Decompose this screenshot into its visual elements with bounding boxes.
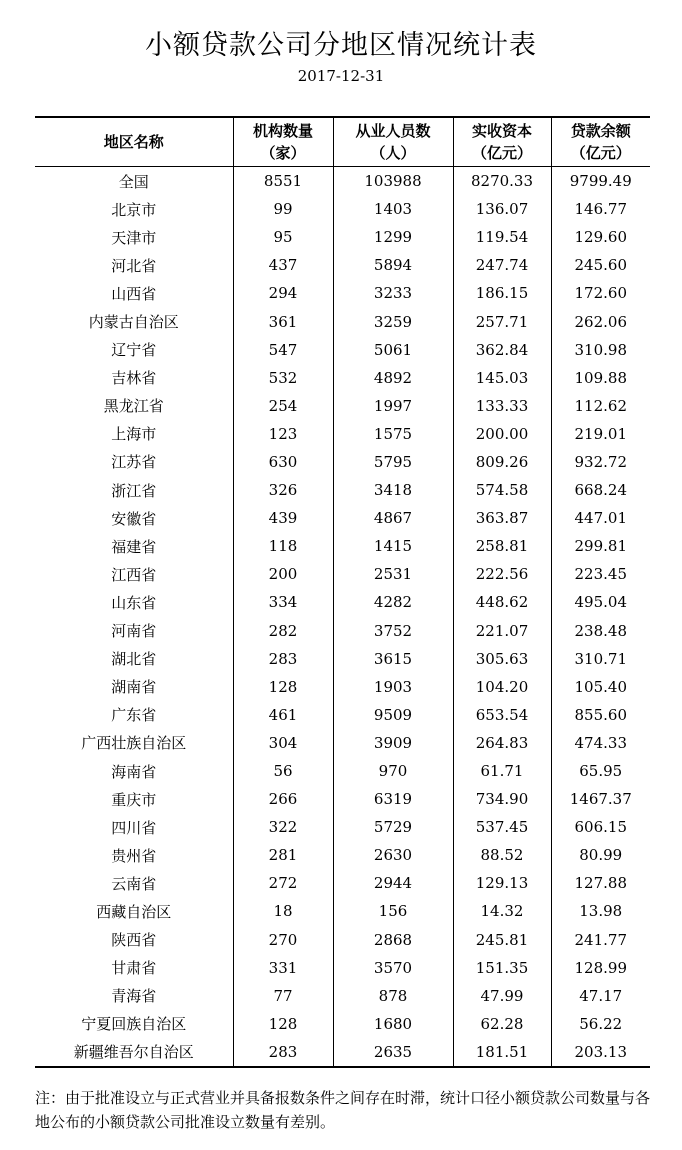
table-row — [35, 504, 650, 532]
capital-cell: 88.52 — [453, 841, 551, 869]
employees-cell: 4867 — [333, 504, 453, 532]
institutions-cell: 326 — [233, 476, 333, 504]
table-row — [35, 617, 650, 645]
institutions-cell: 266 — [233, 785, 333, 813]
employees-cell: 3259 — [333, 307, 453, 335]
employees-cell: 3752 — [333, 617, 453, 645]
capital-cell: 14.32 — [453, 897, 551, 925]
table-row — [35, 195, 650, 223]
region-cell: 重庆市 — [111, 790, 157, 809]
capital-cell: 653.54 — [453, 701, 551, 729]
table-row — [35, 813, 650, 841]
region-cell: 山西省 — [111, 284, 157, 303]
institutions-cell: 123 — [233, 420, 333, 448]
capital-cell: 537.45 — [453, 813, 551, 841]
employees-cell: 1575 — [333, 420, 453, 448]
loans-cell: 310.71 — [551, 645, 650, 673]
region-cell: 陕西省 — [111, 931, 157, 950]
institutions-cell: 99 — [233, 195, 333, 223]
institutions-cell: 270 — [233, 926, 333, 954]
region-cell: 内蒙古自治区 — [88, 313, 179, 332]
institutions-cell: 56 — [233, 757, 333, 785]
loans-cell: 241.77 — [551, 926, 650, 954]
region-cell: 河北省 — [111, 256, 157, 275]
employees-cell: 3615 — [333, 645, 453, 673]
institutions-cell: 95 — [233, 223, 333, 251]
loans-cell: 172.60 — [551, 279, 650, 307]
table-row — [35, 897, 650, 925]
region-cell: 甘肃省 — [111, 959, 157, 978]
region-cell: 全国 — [118, 172, 149, 191]
capital-cell: 264.83 — [453, 729, 551, 757]
header-employees: 从业人员数 （人） — [333, 117, 453, 167]
institutions-cell: 461 — [233, 701, 333, 729]
region-cell: 河南省 — [111, 622, 157, 641]
region-cell: 福建省 — [111, 537, 157, 556]
employees-cell: 1997 — [333, 392, 453, 420]
region-cell: 北京市 — [111, 200, 157, 219]
institutions-cell: 281 — [233, 841, 333, 869]
region-cell: 吉林省 — [111, 369, 157, 388]
employees-cell: 156 — [333, 897, 453, 925]
capital-cell: 119.54 — [453, 223, 551, 251]
region-cell: 天津市 — [111, 228, 157, 247]
institutions-cell: 322 — [233, 813, 333, 841]
employees-cell: 3233 — [333, 279, 453, 307]
table-row — [35, 982, 650, 1010]
loans-cell: 495.04 — [551, 588, 650, 616]
employees-cell: 4282 — [333, 588, 453, 616]
loans-cell: 112.62 — [551, 392, 650, 420]
table-body — [35, 167, 650, 1068]
loans-cell: 606.15 — [551, 813, 650, 841]
loans-cell: 855.60 — [551, 701, 650, 729]
capital-cell: 133.33 — [453, 392, 551, 420]
employees-cell: 2868 — [333, 926, 453, 954]
capital-cell: 61.71 — [453, 757, 551, 785]
institutions-cell: 331 — [233, 954, 333, 982]
institutions-cell: 254 — [233, 392, 333, 420]
region-cell: 青海省 — [111, 987, 157, 1006]
region-cell: 辽宁省 — [111, 341, 157, 360]
table-row — [35, 476, 650, 504]
table-row — [35, 701, 650, 729]
employees-cell: 2531 — [333, 560, 453, 588]
employees-cell: 2944 — [333, 869, 453, 897]
capital-cell: 809.26 — [453, 448, 551, 476]
capital-cell: 62.28 — [453, 1010, 551, 1038]
header-institutions: 机构数量 （家） — [233, 117, 333, 167]
institutions-cell: 532 — [233, 364, 333, 392]
region-cell: 上海市 — [111, 425, 157, 444]
employees-cell: 878 — [333, 982, 453, 1010]
capital-cell: 8270.33 — [453, 167, 551, 196]
loans-cell: 299.81 — [551, 532, 650, 560]
employees-cell: 2635 — [333, 1038, 453, 1067]
table-row — [35, 364, 650, 392]
table-header-row — [35, 117, 650, 167]
table-row — [35, 307, 650, 335]
institutions-cell: 547 — [233, 336, 333, 364]
institutions-cell: 8551 — [233, 167, 333, 196]
table-row — [35, 420, 650, 448]
table-row — [35, 785, 650, 813]
table-row — [35, 729, 650, 757]
capital-cell: 136.07 — [453, 195, 551, 223]
table-row — [35, 926, 650, 954]
employees-cell: 5894 — [333, 251, 453, 279]
table-row — [35, 841, 650, 869]
employees-cell: 5795 — [333, 448, 453, 476]
employees-cell: 5729 — [333, 813, 453, 841]
table-row — [35, 954, 650, 982]
employees-cell: 3909 — [333, 729, 453, 757]
institutions-cell: 128 — [233, 1010, 333, 1038]
institutions-cell: 361 — [233, 307, 333, 335]
capital-cell: 362.84 — [453, 336, 551, 364]
footnote: 注：由于批准设立与正式营业并具备报数条件之间存在时滞，统计口径小额贷款公司数量与各地公布的小额贷款公司批准设立数量有差别。 — [35, 1089, 651, 1131]
table-row — [35, 167, 650, 196]
capital-cell: 151.35 — [453, 954, 551, 982]
capital-cell: 448.62 — [453, 588, 551, 616]
header-loans: 贷款余额 （亿元） — [551, 117, 650, 167]
institutions-cell: 437 — [233, 251, 333, 279]
region-cell: 江西省 — [111, 565, 157, 584]
loans-cell: 238.48 — [551, 617, 650, 645]
region-cell: 浙江省 — [111, 481, 157, 500]
capital-cell: 734.90 — [453, 785, 551, 813]
employees-cell: 1680 — [333, 1010, 453, 1038]
capital-cell: 200.00 — [453, 420, 551, 448]
institutions-cell: 128 — [233, 673, 333, 701]
institutions-cell: 282 — [233, 617, 333, 645]
capital-cell: 245.81 — [453, 926, 551, 954]
region-cell: 新疆维吾尔自治区 — [35, 1038, 233, 1067]
loans-cell: 105.40 — [551, 673, 650, 701]
loans-cell: 310.98 — [551, 336, 650, 364]
capital-cell: 145.03 — [453, 364, 551, 392]
capital-cell: 129.13 — [453, 869, 551, 897]
institutions-cell: 118 — [233, 532, 333, 560]
capital-cell: 247.74 — [453, 251, 551, 279]
region-cell: 西藏自治区 — [96, 902, 172, 921]
employees-cell: 6319 — [333, 785, 453, 813]
institutions-cell: 304 — [233, 729, 333, 757]
loans-cell: 219.01 — [551, 420, 650, 448]
loans-cell: 9799.49 — [551, 167, 650, 196]
institutions-cell: 439 — [233, 504, 333, 532]
loans-cell: 127.88 — [551, 869, 650, 897]
institutions-cell: 272 — [233, 869, 333, 897]
capital-cell: 257.71 — [453, 307, 551, 335]
employees-cell: 1415 — [333, 532, 453, 560]
table-row — [35, 673, 650, 701]
employees-cell: 1299 — [333, 223, 453, 251]
table-row — [35, 279, 650, 307]
institutions-cell: 283 — [233, 1038, 333, 1067]
region-cell: 广西壮族自治区 — [81, 734, 187, 753]
table-row — [35, 869, 650, 897]
loans-cell: 80.99 — [551, 841, 650, 869]
capital-cell: 222.56 — [453, 560, 551, 588]
loans-cell: 223.45 — [551, 560, 650, 588]
loans-cell: 146.77 — [551, 195, 650, 223]
table-row — [35, 251, 650, 279]
region-cell: 山东省 — [111, 593, 157, 612]
table-row — [35, 1038, 650, 1067]
employees-cell: 3418 — [333, 476, 453, 504]
institutions-cell: 77 — [233, 982, 333, 1010]
header-region: 地区名称 — [35, 117, 233, 167]
region-cell: 宁夏回族自治区 — [81, 1015, 187, 1034]
region-cell: 云南省 — [111, 874, 157, 893]
loans-cell: 447.01 — [551, 504, 650, 532]
loans-cell: 1467.37 — [551, 785, 650, 813]
table-row — [35, 588, 650, 616]
loans-cell: 474.33 — [551, 729, 650, 757]
employees-cell: 3570 — [333, 954, 453, 982]
institutions-cell: 630 — [233, 448, 333, 476]
report-date: 2017-12-31 — [297, 67, 385, 85]
capital-cell: 258.81 — [453, 532, 551, 560]
loans-cell: 109.88 — [551, 364, 650, 392]
employees-cell: 103988 — [333, 167, 453, 196]
capital-cell: 186.15 — [453, 279, 551, 307]
employees-cell: 9509 — [333, 701, 453, 729]
statistics-table — [35, 116, 650, 1068]
table-row — [35, 757, 650, 785]
loans-cell: 932.72 — [551, 448, 650, 476]
region-cell: 安徽省 — [111, 509, 157, 528]
loans-cell: 668.24 — [551, 476, 650, 504]
table-row — [35, 1010, 650, 1038]
capital-cell: 104.20 — [453, 673, 551, 701]
institutions-cell: 283 — [233, 645, 333, 673]
region-cell: 海南省 — [111, 762, 157, 781]
institutions-cell: 18 — [233, 897, 333, 925]
region-cell: 四川省 — [111, 818, 157, 837]
loans-cell: 65.95 — [551, 757, 650, 785]
employees-cell: 1903 — [333, 673, 453, 701]
capital-cell: 363.87 — [453, 504, 551, 532]
loans-cell: 203.13 — [551, 1038, 650, 1067]
loans-cell: 262.06 — [551, 307, 650, 335]
loans-cell: 245.60 — [551, 251, 650, 279]
capital-cell: 305.63 — [453, 645, 551, 673]
capital-cell: 47.99 — [453, 982, 551, 1010]
region-cell: 江苏省 — [111, 453, 157, 472]
capital-cell: 574.58 — [453, 476, 551, 504]
table-row — [35, 645, 650, 673]
loans-cell: 128.99 — [551, 954, 650, 982]
table-row — [35, 532, 650, 560]
region-cell: 湖北省 — [111, 650, 157, 669]
region-cell: 湖南省 — [111, 678, 157, 697]
employees-cell: 970 — [333, 757, 453, 785]
region-cell: 黑龙江省 — [103, 397, 164, 416]
loans-cell: 47.17 — [551, 982, 650, 1010]
institutions-cell: 200 — [233, 560, 333, 588]
region-cell: 贵州省 — [111, 846, 157, 865]
loans-cell: 129.60 — [551, 223, 650, 251]
capital-cell: 181.51 — [453, 1038, 551, 1067]
employees-cell: 2630 — [333, 841, 453, 869]
institutions-cell: 334 — [233, 588, 333, 616]
employees-cell: 5061 — [333, 336, 453, 364]
table-row — [35, 448, 650, 476]
table-row — [35, 560, 650, 588]
header-capital: 实收资本 （亿元） — [453, 117, 551, 167]
loans-cell: 56.22 — [551, 1010, 650, 1038]
employees-cell: 1403 — [333, 195, 453, 223]
page-title: 小额贷款公司分地区情况统计表 — [145, 30, 537, 61]
region-cell: 广东省 — [111, 706, 157, 725]
capital-cell: 221.07 — [453, 617, 551, 645]
institutions-cell: 294 — [233, 279, 333, 307]
table-row — [35, 336, 650, 364]
employees-cell: 4892 — [333, 364, 453, 392]
table-row — [35, 223, 650, 251]
table-row — [35, 392, 650, 420]
loans-cell: 13.98 — [551, 897, 650, 925]
